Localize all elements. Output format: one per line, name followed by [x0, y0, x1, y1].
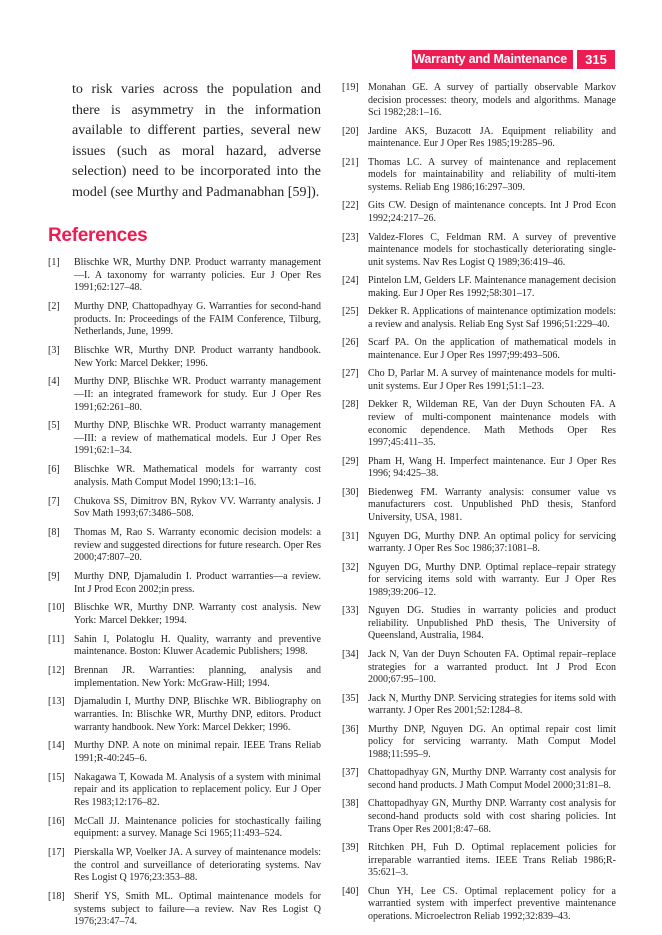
reference-number: [8] — [48, 527, 60, 538]
reference-number: [12] — [48, 665, 65, 677]
reference-item — [342, 368, 616, 393]
reference-text: Pham H, Wang H. Imperfect maintenance. Eur J Oper Res 1996; 94:425–38. — [368, 455, 616, 480]
reference-item — [342, 82, 616, 120]
reference-item — [48, 816, 321, 841]
reference-text: Murthy DNP, Chattopadhyay G. Warranties for second-hand products. In: Proceedings of the FAIM Conference, Tilburg, Netherlands, June, 1999. — [74, 300, 321, 338]
reference-number: [39] — [342, 842, 359, 854]
reference-text: Dekker R, Wildeman RE, Van der Duyn Schouten FA. A review of multi-component maintenance models with economic dependence. Math Methods Oper Res 1997;45:411–35. — [368, 399, 616, 449]
reference-text: Brennan JR. Warranties: planning, analysis and implementation. New York: McGraw-Hill; 1994. — [74, 665, 321, 689]
reference-item — [48, 891, 321, 929]
reference-list-right — [342, 82, 616, 924]
reference-item — [48, 420, 321, 458]
reference-number: [7] — [48, 495, 60, 507]
reference-text: Chukova SS, Dimitrov BN, Rykov VV. Warranty analysis. J Sov Math 1993;67:3486–508. — [74, 495, 321, 520]
running-header — [412, 50, 573, 69]
reference-item — [48, 571, 321, 596]
reference-text: Biedenweg FM. Warranty analysis: consumer value vs manufacturers cost. Unpublished PhD thesis, Stanford University, USA, 1981. — [368, 486, 616, 524]
reference-text: Pintelon LM, Gelders LF. Maintenance management decision making. Eur J Oper Res 1992;58:301–17. — [368, 275, 616, 299]
reference-number: [6] — [48, 464, 60, 476]
reference-number: [11] — [48, 633, 65, 645]
reference-text: Ritchken PH, Fuh D. Optimal replacement policies for irreparable warrantied items. IEEE Trans Reliab 1986;R-35:621–3. — [368, 842, 616, 879]
reference-text: Blischke WR, Murthy DNP. Product warranty handbook. New York: Marcel Dekker; 1996. — [74, 344, 321, 369]
reference-item — [48, 301, 321, 339]
reference-item — [342, 337, 616, 362]
reference-item — [342, 232, 616, 270]
reference-text: Nguyen DG. Studies in warranty policies and product reliability. Unpublished PhD thesis, The University of Queensland, Australia, 1984. — [368, 605, 616, 642]
reference-number: [19] — [342, 82, 359, 93]
reference-text: Djamaludin I, Murthy DNP, Blischke WR. Bibliography on warranties. In: Blischke WR, Murthy DNP, editors. Product warranty handbook. New York: Marcel Dekker; 1996. — [74, 696, 321, 733]
reference-item — [342, 275, 616, 300]
reference-number: [17] — [48, 847, 65, 859]
reference-text: Cho D, Parlar M. A survey of maintenance models for multi-unit systems. Eur J Oper Res 1991;51:1–23. — [368, 368, 616, 392]
reference-number: [15] — [48, 771, 65, 783]
reference-item — [342, 798, 616, 836]
reference-item — [48, 496, 321, 521]
reference-item — [342, 649, 616, 687]
reference-text: Nguyen DG, Murthy DNP. An optimal policy for servicing warranty. J Oper Res Soc 1986;37:1081–8. — [368, 530, 616, 555]
reference-item — [342, 767, 616, 792]
reference-text: Chattopadhyay GN, Murthy DNP. Warranty cost analysis for second-hand products sold with cost sharing policies. Int Trans Oper Res 2001;8:47–68. — [368, 798, 616, 835]
reference-text: Valdez-Flores C, Feldman RM. A survey of preventive maintenance models for stochastically deteriorating single-unit systems. Nav Res Logist Q 1989;36:419–46. — [368, 231, 616, 268]
reference-item — [342, 886, 616, 924]
reference-number: [21] — [342, 156, 359, 168]
reference-item — [48, 740, 321, 765]
reference-text: Pierskalla WP, Voelker JA. A survey of maintenance models: the control and surveillance of deteriorating systems. Nav Res Logist Q 1976;23:353–88. — [74, 847, 321, 884]
reference-text: Sahin I, Polatoglu H. Quality, warranty and preventive maintenance. Boston: Kluwer Academic Publishers; 1998. — [74, 633, 321, 658]
reference-text: Gits CW. Design of maintenance concepts. Int J Prod Econ 1992;24:217–26. — [368, 200, 616, 225]
reference-number: [33] — [342, 605, 359, 617]
reference-number: [26] — [342, 337, 359, 349]
reference-item — [342, 200, 616, 225]
right-column — [342, 82, 616, 929]
reference-number: [25] — [342, 306, 359, 318]
reference-item — [48, 847, 321, 885]
reference-number: [29] — [342, 455, 359, 467]
reference-number: [14] — [48, 740, 65, 752]
reference-text: Blischke WR, Murthy DNP. Product warranty management—I. A taxonomy for warranty policies. Eur J Oper Res 1991;62:127–48. — [74, 257, 321, 294]
reference-text: Murthy DNP. A note on minimal repair. IEEE Trans Reliab 1991;R-40:245–6. — [74, 740, 321, 765]
reference-text: Dekker R. Applications of maintenance optimization models: a review and analysis. Reliab Eng Syst Saf 1996;51:229–40. — [368, 306, 616, 330]
reference-item — [342, 126, 616, 151]
reference-item — [48, 602, 321, 627]
reference-text: Jack N, Van der Duyn Schouten FA. Optimal repair–replace strategies for a warranted product. Int J Prod Econ 2000;67:95–100. — [368, 648, 616, 686]
reference-number: [5] — [48, 420, 60, 432]
reference-item — [342, 842, 616, 880]
reference-text: Nguyen DG, Murthy DNP. Optimal replace–repair strategy for servicing items sold with warranty. Eur J Oper Res 1989;39:206–12. — [368, 561, 616, 598]
reference-text: Monahan GE. A survey of partially observable Markov decision processes: theory, models and algorithms. Manage Sci 1982;28:1–16. — [368, 82, 616, 119]
reference-text: Scarf PA. On the application of mathematical models in maintenance. Eur J Oper Res 1997;99:493–506. — [368, 337, 616, 361]
reference-item — [342, 306, 616, 331]
reference-item — [342, 562, 616, 600]
reference-number: [13] — [48, 696, 65, 708]
reference-item — [48, 527, 321, 565]
reference-text: Chattopadhyay GN, Murthy DNP. Warranty cost analysis for second hand products. J Math Comput Model 2000;31:81–8. — [368, 767, 616, 791]
reference-item — [342, 724, 616, 762]
reference-number: [4] — [48, 376, 60, 388]
reference-number: [30] — [342, 486, 359, 498]
reference-number: [37] — [342, 767, 359, 779]
reference-item — [342, 487, 616, 525]
reference-number: [24] — [342, 275, 359, 287]
reference-number: [31] — [342, 530, 359, 542]
reference-item — [342, 157, 616, 195]
left-column — [48, 80, 321, 935]
reference-text: Jack N, Murthy DNP. Servicing strategies for items sold with warranty. J Oper Res 2001;52:1284–8. — [368, 692, 616, 717]
body-paragraph: to risk varies across the population and there is asymmetry in the information available to different parties, several new issues (such as moral hazard, adverse selection) need to be incorporated into the model (see Murthy and Padmanabhan [59]). — [72, 82, 321, 200]
reference-text: Thomas M, Rao S. Warranty economic decision models: a review and suggested directions for future research. Oper Res 2000;47:807–20. — [74, 527, 321, 564]
reference-item — [342, 605, 616, 643]
reference-text: Sherif YS, Smith ML. Optimal maintenance models for systems subject to failure—a review. Nav Res Logist Q 1976;23:47–74. — [74, 891, 321, 928]
reference-text: McCall JJ. Maintenance policies for stochastically failing equipment: a survey. Manage Sci 1965;11:493–524. — [74, 815, 321, 840]
reference-text: Nakagawa T, Kowada M. Analysis of a system with minimal repair and its application to replacement policy. Eur J Oper Res 1983;12:176–82. — [74, 771, 321, 808]
reference-number: [40] — [342, 885, 359, 897]
reference-item — [342, 456, 616, 481]
reference-number: [23] — [342, 231, 359, 243]
reference-item — [48, 464, 321, 489]
reference-item — [342, 531, 616, 556]
reference-item — [48, 634, 321, 659]
reference-item — [48, 345, 321, 370]
reference-text: Chun YH, Lee CS. Optimal replacement policy for a warrantied system with imperfect preventive maintenance operations. Microelectron Reliab 1992;32:839–43. — [368, 885, 616, 922]
running-header-title: Warranty and Maintenance — [413, 52, 567, 66]
reference-item — [48, 772, 321, 810]
reference-item — [342, 399, 616, 449]
reference-number: [20] — [342, 125, 359, 137]
reference-number: [38] — [342, 798, 359, 810]
reference-text: Blischke WR. Mathematical models for warranty cost analysis. Math Comput Model 1990;13:1–16. — [74, 464, 321, 488]
reference-number: [16] — [48, 815, 65, 827]
reference-text: Murthy DNP, Blischke WR. Product warranty management—III: a review of mathematical models. Eur J Oper Res 1991;62:1–34. — [74, 420, 321, 457]
reference-number: [10] — [48, 602, 65, 614]
reference-number: [34] — [342, 648, 359, 660]
reference-text: Blischke WR, Murthy DNP. Warranty cost analysis. New York: Marcel Dekker; 1994. — [74, 602, 321, 626]
reference-item — [48, 257, 321, 295]
reference-number: [28] — [342, 399, 359, 411]
reference-number: [36] — [342, 723, 359, 735]
reference-number: [1] — [48, 257, 60, 268]
reference-number: [2] — [48, 300, 60, 312]
reference-item — [342, 693, 616, 718]
references-heading: References — [48, 225, 148, 246]
reference-text: Murthy DNP, Djamaludin I. Product warranties—a review. Int J Prod Econ 2002;in press. — [74, 570, 321, 595]
page-number: 315 — [577, 50, 615, 69]
reference-item — [48, 376, 321, 414]
reference-number: [9] — [48, 570, 60, 582]
reference-number: [3] — [48, 344, 60, 356]
reference-item — [48, 665, 321, 690]
reference-text: Thomas LC. A survey of maintenance and replacement models for maintainability and reliability of multi-item systems. Reliab Eng 1986;16:297–309. — [368, 156, 616, 193]
reference-number: [18] — [48, 891, 65, 903]
reference-text: Murthy DNP, Blischke WR. Product warranty management—II: an integrated framework for study. Eur J Oper Res 1991;62:261–80. — [74, 376, 321, 413]
reference-text: Jardine AKS, Buzacott JA. Equipment reliability and maintenance. Eur J Oper Res 1985;19:285–96. — [368, 125, 616, 150]
reference-list-left — [48, 257, 321, 929]
reference-number: [35] — [342, 692, 359, 704]
reference-number: [22] — [342, 200, 359, 212]
reference-text: Murthy DNP, Nguyen DG. An optimal repair cost limit policy for servicing warranty. Math Comput Model 1988;11:595–9. — [368, 723, 616, 760]
reference-number: [27] — [342, 368, 359, 380]
reference-number: [32] — [342, 561, 359, 573]
reference-item — [48, 696, 321, 734]
